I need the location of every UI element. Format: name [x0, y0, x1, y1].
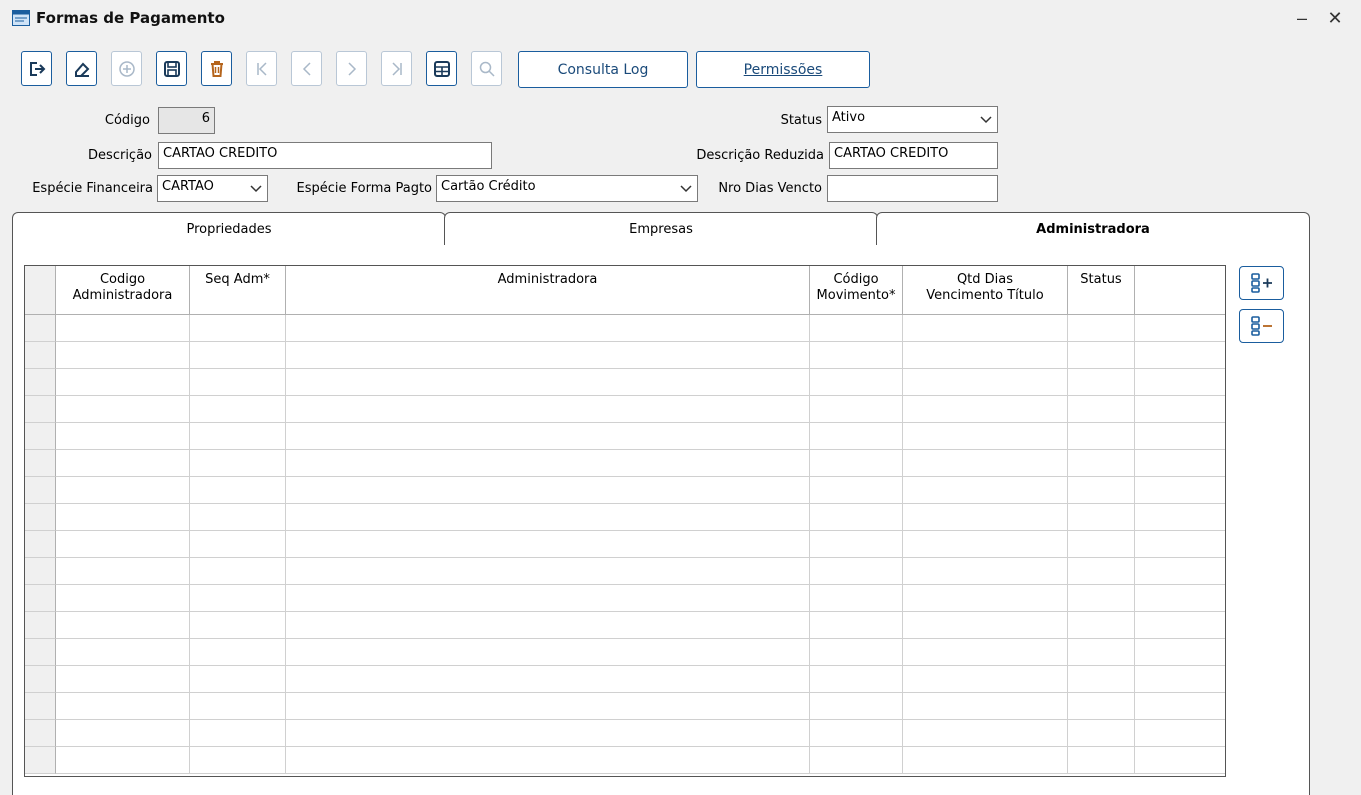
- row-header-cell[interactable]: [25, 747, 56, 774]
- add-button[interactable]: [111, 51, 142, 86]
- column-header-seq-adm[interactable]: Seq Adm*: [190, 266, 286, 315]
- table-cell[interactable]: [810, 693, 903, 720]
- table-row[interactable]: [25, 423, 1225, 450]
- descricao-reduzida-label: Descrição Reduzida: [696, 148, 824, 163]
- table-cell[interactable]: [190, 585, 286, 612]
- table-cell[interactable]: [903, 612, 1068, 639]
- row-header-cell[interactable]: [25, 612, 56, 639]
- trash-icon: [208, 60, 226, 78]
- table-row[interactable]: [25, 747, 1225, 774]
- table-cell[interactable]: [56, 423, 190, 450]
- table-cell[interactable]: [1135, 720, 1226, 747]
- table-cell[interactable]: [56, 585, 190, 612]
- table-cell[interactable]: [1068, 531, 1135, 558]
- table-cell[interactable]: [1068, 477, 1135, 504]
- table-cell[interactable]: [56, 558, 190, 585]
- table-cell[interactable]: [1068, 558, 1135, 585]
- table-cell[interactable]: [1068, 342, 1135, 369]
- especie-forma-pagto-select[interactable]: [436, 175, 698, 202]
- table-cell[interactable]: [810, 585, 903, 612]
- table-cell[interactable]: [1068, 450, 1135, 477]
- column-header-codigo-administradora[interactable]: Codigo Administradora: [56, 266, 190, 315]
- table-cell[interactable]: [810, 666, 903, 693]
- status-label: Status: [780, 113, 822, 128]
- table-cell[interactable]: [286, 720, 810, 747]
- table-row[interactable]: [25, 315, 1225, 342]
- window-title: Formas de Pagamento: [36, 9, 225, 27]
- table-cell[interactable]: [286, 639, 810, 666]
- table-cell[interactable]: [810, 747, 903, 774]
- table-cell[interactable]: [56, 450, 190, 477]
- row-header-cell[interactable]: [25, 720, 56, 747]
- table-cell[interactable]: [286, 666, 810, 693]
- row-header-cell[interactable]: [25, 531, 56, 558]
- table-cell[interactable]: [286, 504, 810, 531]
- table-cell[interactable]: [810, 315, 903, 342]
- table-cell[interactable]: [1068, 666, 1135, 693]
- table-cell[interactable]: [810, 423, 903, 450]
- chevron-down-icon: [249, 181, 263, 195]
- first-record-icon: [253, 60, 271, 78]
- table-cell[interactable]: [286, 693, 810, 720]
- table-cell[interactable]: [190, 666, 286, 693]
- table-row[interactable]: [25, 342, 1225, 369]
- exit-button[interactable]: [21, 51, 52, 86]
- descricao-reduzida-field[interactable]: CARTAO CREDITO: [829, 142, 998, 169]
- table-cell[interactable]: [810, 558, 903, 585]
- table-cell[interactable]: [56, 531, 190, 558]
- descricao-label: Descrição: [88, 148, 152, 163]
- add-row-icon: [1250, 272, 1274, 294]
- add-circle-icon: [118, 60, 136, 78]
- table-row[interactable]: [25, 396, 1225, 423]
- add-row-button[interactable]: [1239, 266, 1284, 300]
- row-header-corner: [25, 266, 56, 315]
- table-cell[interactable]: [1135, 477, 1226, 504]
- table-cell[interactable]: [903, 558, 1068, 585]
- table-cell[interactable]: [1135, 504, 1226, 531]
- table-cell[interactable]: [286, 315, 810, 342]
- table-cell[interactable]: [190, 396, 286, 423]
- table-cell[interactable]: [286, 369, 810, 396]
- table-cell[interactable]: [286, 450, 810, 477]
- permissoes-button[interactable]: Permissões: [696, 51, 870, 88]
- table-cell[interactable]: [56, 315, 190, 342]
- tab-administradora[interactable]: Administradora: [876, 212, 1310, 245]
- remove-row-icon: [1250, 315, 1274, 337]
- table-cell[interactable]: [1135, 423, 1226, 450]
- table-cell[interactable]: [1135, 612, 1226, 639]
- table-cell[interactable]: [903, 477, 1068, 504]
- table-cell[interactable]: [286, 342, 810, 369]
- status-value: Ativo: [832, 110, 866, 125]
- table-cell[interactable]: [56, 693, 190, 720]
- table-cell[interactable]: [190, 504, 286, 531]
- table-row[interactable]: [25, 369, 1225, 396]
- table-cell[interactable]: [810, 477, 903, 504]
- table-cell[interactable]: [190, 423, 286, 450]
- table-cell[interactable]: [1135, 531, 1226, 558]
- table-cell[interactable]: [810, 504, 903, 531]
- column-header-qtd-dias-vencimento[interactable]: Qtd Dias Vencimento Título: [903, 266, 1068, 315]
- table-row[interactable]: [25, 693, 1225, 720]
- codigo-field[interactable]: 6: [158, 107, 215, 134]
- table-row[interactable]: [25, 639, 1225, 666]
- especie-financeira-value: CARTAO: [162, 179, 214, 194]
- table-cell[interactable]: [903, 639, 1068, 666]
- table-cell[interactable]: [903, 720, 1068, 747]
- last-record-icon: [388, 60, 406, 78]
- row-header-cell[interactable]: [25, 342, 56, 369]
- table-cell[interactable]: [903, 342, 1068, 369]
- row-header-cell[interactable]: [25, 477, 56, 504]
- table-row[interactable]: [25, 612, 1225, 639]
- remove-row-button[interactable]: [1239, 309, 1284, 343]
- table-cell[interactable]: [286, 423, 810, 450]
- especie-forma-pagto-value: Cartão Crédito: [441, 179, 536, 194]
- minimize-button[interactable]: –: [1296, 8, 1307, 28]
- save-button[interactable]: [156, 51, 187, 86]
- table-cell[interactable]: [190, 531, 286, 558]
- row-header-cell[interactable]: [25, 639, 56, 666]
- next-record-icon: [343, 60, 361, 78]
- table-cell[interactable]: [1068, 369, 1135, 396]
- table-cell[interactable]: [1135, 558, 1226, 585]
- table-row[interactable]: [25, 558, 1225, 585]
- table-cell[interactable]: [1135, 747, 1226, 774]
- table-row[interactable]: [25, 666, 1225, 693]
- table-cell[interactable]: [810, 612, 903, 639]
- table-cell[interactable]: [1135, 396, 1226, 423]
- last-record-button[interactable]: [381, 51, 412, 86]
- first-record-button[interactable]: [246, 51, 277, 86]
- table-cell[interactable]: [810, 369, 903, 396]
- table-row[interactable]: [25, 450, 1225, 477]
- especie-financeira-select[interactable]: [157, 175, 268, 202]
- table-cell[interactable]: [56, 477, 190, 504]
- table-cell[interactable]: [1135, 342, 1226, 369]
- table-cell[interactable]: [56, 666, 190, 693]
- table-cell[interactable]: [190, 720, 286, 747]
- table-cell[interactable]: [1068, 612, 1135, 639]
- row-header-cell[interactable]: [25, 585, 56, 612]
- table-cell[interactable]: [903, 315, 1068, 342]
- especie-financeira-label: Espécie Financeira: [32, 181, 153, 196]
- table-cell[interactable]: [903, 531, 1068, 558]
- table-cell[interactable]: [810, 450, 903, 477]
- table-cell[interactable]: [903, 585, 1068, 612]
- table-cell[interactable]: [1135, 666, 1226, 693]
- tab-empresas[interactable]: Empresas: [444, 212, 878, 245]
- tab-strip: [12, 212, 1310, 245]
- table-cell[interactable]: [810, 639, 903, 666]
- table-cell[interactable]: [810, 342, 903, 369]
- table-cell[interactable]: [56, 342, 190, 369]
- table-cell[interactable]: [190, 450, 286, 477]
- table-cell[interactable]: [903, 693, 1068, 720]
- title-bar: [0, 0, 1361, 38]
- column-header-administradora[interactable]: Administradora: [286, 266, 810, 315]
- table-cell[interactable]: [1068, 639, 1135, 666]
- table-cell[interactable]: [190, 612, 286, 639]
- clear-button[interactable]: [66, 51, 97, 86]
- table-cell[interactable]: [1068, 423, 1135, 450]
- exit-icon: [28, 60, 46, 78]
- table-row[interactable]: [25, 504, 1225, 531]
- table-cell[interactable]: [1135, 315, 1226, 342]
- row-header-cell[interactable]: [25, 558, 56, 585]
- save-icon: [163, 60, 181, 78]
- especie-forma-pagto-label: Espécie Forma Pagto: [296, 181, 432, 196]
- table-cell[interactable]: [56, 369, 190, 396]
- table-cell[interactable]: [190, 639, 286, 666]
- table-cell[interactable]: [810, 531, 903, 558]
- table-cell[interactable]: [1068, 720, 1135, 747]
- table-cell[interactable]: [286, 585, 810, 612]
- chevron-down-icon: [979, 112, 993, 126]
- table-row[interactable]: [25, 531, 1225, 558]
- table-cell[interactable]: [1135, 585, 1226, 612]
- table-cell[interactable]: [56, 720, 190, 747]
- table-cell[interactable]: [56, 396, 190, 423]
- row-header-cell[interactable]: [25, 666, 56, 693]
- table-cell[interactable]: [1068, 693, 1135, 720]
- codigo-label: Código: [104, 113, 150, 128]
- row-header-cell[interactable]: [25, 693, 56, 720]
- column-header-filler: [1135, 266, 1226, 315]
- administradora-grid[interactable]: [24, 265, 1226, 777]
- row-header-cell[interactable]: [25, 423, 56, 450]
- table-cell[interactable]: [286, 558, 810, 585]
- table-cell[interactable]: [1135, 450, 1226, 477]
- table-cell[interactable]: [1068, 396, 1135, 423]
- table-cell[interactable]: [56, 747, 190, 774]
- row-header-cell[interactable]: [25, 396, 56, 423]
- table-cell[interactable]: [1135, 693, 1226, 720]
- table-view-button[interactable]: [426, 51, 457, 86]
- table-cell[interactable]: [1068, 315, 1135, 342]
- descricao-field[interactable]: CARTAO CREDITO: [158, 142, 492, 169]
- consulta-log-button[interactable]: Consulta Log: [518, 51, 688, 88]
- table-cell[interactable]: [190, 315, 286, 342]
- table-cell[interactable]: [903, 450, 1068, 477]
- table-row[interactable]: [25, 585, 1225, 612]
- table-cell[interactable]: [56, 639, 190, 666]
- table-cell[interactable]: [190, 369, 286, 396]
- nro-dias-vencto-field[interactable]: [827, 175, 998, 202]
- delete-button[interactable]: [201, 51, 232, 86]
- table-view-icon: [433, 60, 451, 78]
- table-cell[interactable]: [286, 396, 810, 423]
- table-row[interactable]: [25, 477, 1225, 504]
- table-cell[interactable]: [903, 666, 1068, 693]
- table-cell[interactable]: [1135, 369, 1226, 396]
- table-cell[interactable]: [903, 423, 1068, 450]
- table-cell[interactable]: [810, 396, 903, 423]
- table-cell[interactable]: [286, 477, 810, 504]
- column-header-status[interactable]: Status: [1068, 266, 1135, 315]
- nro-dias-vencto-label: Nro Dias Vencto: [718, 181, 822, 196]
- search-button[interactable]: [471, 51, 502, 86]
- close-button[interactable]: ✕: [1327, 8, 1343, 28]
- tab-propriedades[interactable]: Propriedades: [12, 212, 446, 245]
- row-header-cell[interactable]: [25, 315, 56, 342]
- search-icon: [478, 60, 496, 78]
- previous-record-button[interactable]: [291, 51, 322, 86]
- next-record-button[interactable]: [336, 51, 367, 86]
- eraser-icon: [73, 60, 91, 78]
- table-cell[interactable]: [190, 693, 286, 720]
- row-header-cell[interactable]: [25, 450, 56, 477]
- row-header-cell[interactable]: [25, 369, 56, 396]
- table-cell[interactable]: [903, 504, 1068, 531]
- table-cell[interactable]: [190, 747, 286, 774]
- table-cell[interactable]: [190, 558, 286, 585]
- previous-record-icon: [298, 60, 316, 78]
- table-cell[interactable]: [903, 747, 1068, 774]
- table-cell[interactable]: [190, 477, 286, 504]
- chevron-down-icon: [679, 181, 693, 195]
- column-header-codigo-movimento[interactable]: Código Movimento*: [810, 266, 903, 315]
- table-cell[interactable]: [190, 342, 286, 369]
- table-cell[interactable]: [810, 720, 903, 747]
- table-cell[interactable]: [1068, 585, 1135, 612]
- table-cell[interactable]: [56, 612, 190, 639]
- table-cell[interactable]: [286, 531, 810, 558]
- table-cell[interactable]: [1068, 747, 1135, 774]
- table-cell[interactable]: [1068, 504, 1135, 531]
- table-cell[interactable]: [903, 369, 1068, 396]
- table-cell[interactable]: [286, 612, 810, 639]
- table-row[interactable]: [25, 720, 1225, 747]
- table-cell[interactable]: [286, 747, 810, 774]
- status-select[interactable]: [827, 106, 998, 133]
- form-window-icon: [12, 10, 30, 26]
- table-cell[interactable]: [56, 504, 190, 531]
- row-header-cell[interactable]: [25, 504, 56, 531]
- table-cell[interactable]: [1135, 639, 1226, 666]
- table-cell[interactable]: [903, 396, 1068, 423]
